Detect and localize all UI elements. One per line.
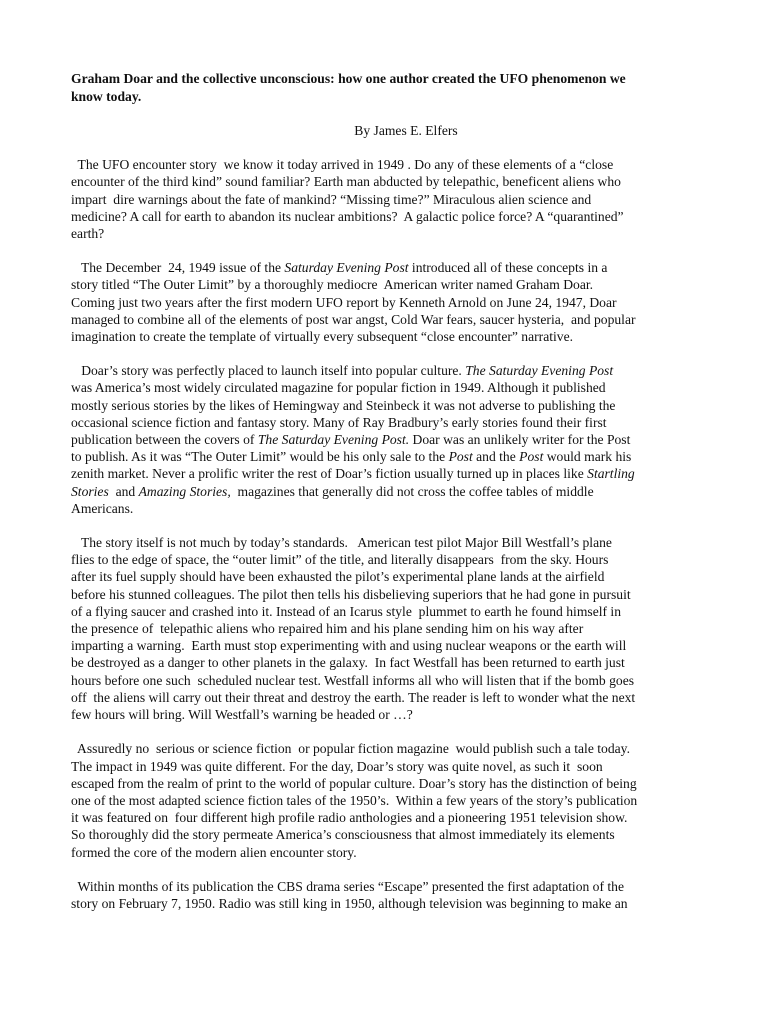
paragraph-1	[71, 156, 701, 242]
paragraph-3	[71, 362, 701, 517]
text-line: medicine? A call for earth to abandon its nuclear ambitions? A galactic police force? A “quarantined”	[71, 208, 624, 224]
text-line: it was featured on four different high profile radio anthologies and a pioneering 1951 television show.	[71, 810, 628, 826]
text-line	[71, 362, 701, 379]
paragraph-4	[71, 534, 701, 723]
text-line: formed the core of the modern alien encounter story.	[71, 844, 357, 860]
text-line: Coming just two years after the first modern UFO report by Kenneth Arnold on June 24, 1947, Doar	[71, 294, 617, 310]
text-line	[71, 431, 701, 448]
text-line: occasional science fiction and fantasy story. Many of Ray Bradbury’s early stories found their first	[71, 414, 607, 430]
paragraph-2	[71, 259, 701, 345]
text-line: off the aliens will carry out their threat and destroy the earth. The reader is left to wonder what the next	[71, 689, 636, 705]
text-run: publication between the covers of	[71, 432, 258, 448]
italic-publication-title: Saturday Evening Post	[284, 260, 409, 276]
text-line: encounter of the third kind” sound familiar? Earth man abducted by telepathic, beneficent aliens who	[71, 174, 621, 190]
text-line: The impact in 1949 was quite different. For the day, Doar’s story was quite novel, as such it soon	[71, 758, 603, 774]
text-line: hours before one such scheduled nuclear test. Westfall informs all who will listen that if the bomb goes	[71, 672, 635, 688]
text-line: imagination to create the template of virtually every subsequent “close encounter” narrative.	[71, 329, 574, 345]
text-run: and the	[472, 449, 520, 465]
title-line-2: know today.	[71, 89, 142, 104]
title-line-1: Graham Doar and the collective unconscious: how one author created the UFO phenomenon we	[71, 71, 626, 86]
italic-publication-title: Startling	[587, 466, 635, 482]
text-line: earth?	[71, 226, 105, 242]
text-run: would mark his	[543, 449, 632, 465]
text-line: be destroyed as a danger to other planets in the galaxy. In fact Westfall has been returned to earth just	[71, 655, 625, 671]
text-line	[71, 483, 701, 500]
text-line: of a flying saucer and crashed into it. Instead of an Icarus style plummet to earth he found himself in	[71, 603, 622, 619]
text-line	[71, 465, 701, 482]
text-run: Doar’s story was perfectly placed to launch itself into popular culture.	[71, 363, 466, 379]
text-line: after its fuel supply should have been exhausted the pilot’s experimental plane lands at the airfield	[71, 569, 605, 585]
byline: By James E. Elfers	[354, 123, 458, 138]
text-line: few hours will bring. Will Westfall’s warning be headed or …?	[71, 707, 413, 723]
text-line: the presence of telepathic aliens who repaired him and his plane sending him on his way after	[71, 621, 584, 637]
text-line: Americans.	[71, 500, 134, 516]
text-line: The story itself is not much by today’s standards. American test pilot Major Bill Westfall’s plane	[71, 535, 612, 551]
italic-publication-title: Post	[448, 449, 473, 465]
document-title	[71, 70, 701, 106]
text-run: introduced all of these concepts in a	[408, 260, 608, 276]
text-line: story titled “The Outer Limit” by a thoroughly mediocre American writer named Graham Doar.	[71, 277, 594, 293]
text-line: impart dire warnings about the fate of mankind? “Missing time?” Miraculous alien science and	[71, 191, 592, 207]
text-line: mostly serious stories by the likes of Hemingway and Steinbeck it was not adverse to publishing the	[71, 397, 616, 413]
text-run: magazines that generally did not cross the coffee tables of middle	[230, 483, 594, 499]
paragraph-6	[71, 878, 701, 912]
text-line: imparting a warning. Earth must stop experimenting with and using nuclear weapons or the earth will	[71, 638, 627, 654]
text-line: escaped from the realm of print to the world of popular culture. Doar’s story has the distinction of being	[71, 775, 637, 791]
text-run: and	[108, 483, 139, 499]
text-line	[71, 448, 701, 465]
text-run: The December 24, 1949 issue of the	[71, 260, 285, 276]
italic-publication-title: The Saturday Evening Post.	[257, 432, 410, 448]
italic-publication-title: The Saturday Evening Post	[465, 363, 614, 379]
text-line: Assuredly no serious or science fiction or popular fiction magazine would publish such a tale today.	[71, 741, 630, 757]
italic-publication-title: Amazing Stories,	[138, 483, 231, 499]
paragraph-5	[71, 740, 701, 860]
italic-publication-title: Stories	[71, 483, 109, 499]
text-run: Doar was an unlikely writer for the Post	[409, 432, 631, 448]
text-line: managed to combine all of the elements of post war angst, Cold War fears, saucer hysteria, and popular	[71, 311, 636, 327]
text-line: one of the most adapted science fiction tales of the 1950’s. Within a few years of the story’s publication	[71, 792, 638, 808]
text-line: The UFO encounter story we know it today arrived in 1949 . Do any of these elements of a “close	[71, 157, 614, 173]
text-run: to publish. As it was “The Outer Limit” would be his only sale to the	[71, 449, 449, 465]
text-run: zenith market. Never a prolific writer the rest of Doar’s fiction usually turned up in places like	[71, 466, 588, 482]
italic-publication-title: Post	[519, 449, 544, 465]
text-line: Within months of its publication the CBS drama series “Escape” presented the first adaptation of the	[71, 878, 625, 894]
text-line: was America’s most widely circulated magazine for popular fiction in 1949. Although it published	[71, 380, 606, 396]
text-line	[71, 259, 701, 276]
text-line: story on February 7, 1950. Radio was still king in 1950, although television was beginning to make an	[71, 895, 628, 911]
document-body	[71, 70, 701, 929]
text-line: before his stunned colleagues. The pilot then tells his disbelieving superiors that he had gone in pursuit	[71, 586, 631, 602]
text-line: flies to the edge of space, the “outer limit” of the title, and literally disappears from the sky. Hours	[71, 552, 609, 568]
text-line: So thoroughly did the story permeate America’s consciousness that almost immediately its elements	[71, 827, 615, 843]
